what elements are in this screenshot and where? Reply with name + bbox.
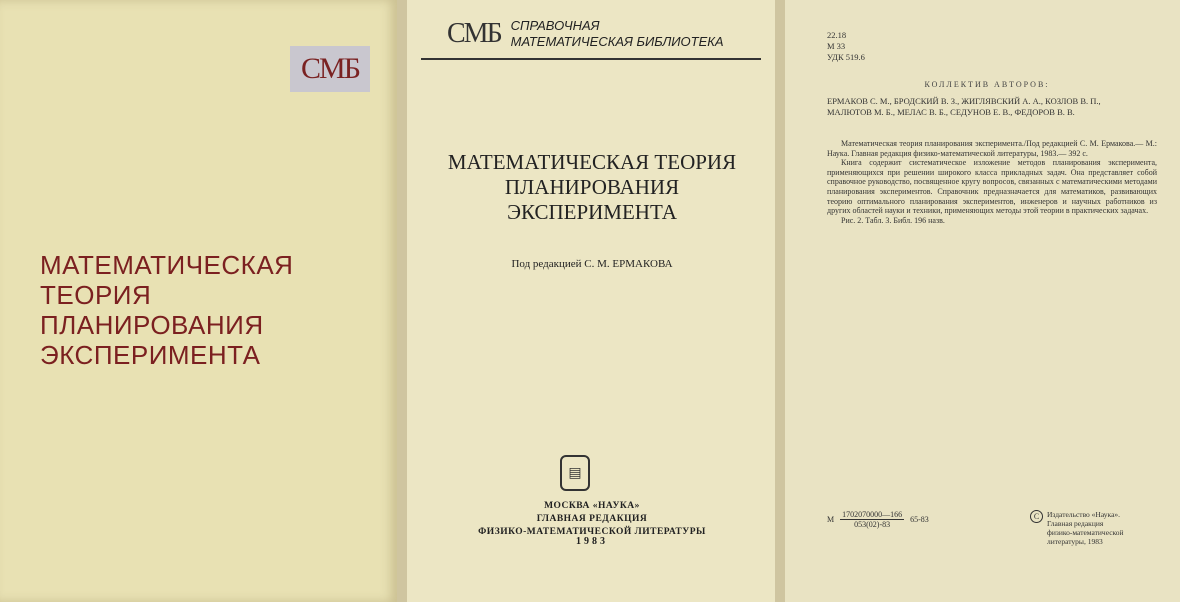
book-title-line: ПЛАНИРОВАНИЯ [504, 175, 680, 199]
catalog-numerator: 1702070000—166 [842, 510, 903, 519]
copyright-icon: C [1030, 510, 1043, 523]
book-title-line: МАТЕМАТИЧЕСКАЯ ТЕОРИЯ [447, 150, 737, 174]
copyright-line: Издательство «Наука». [1047, 510, 1121, 519]
annotation: Книга содержит систематическое изложение методов планирования эксперимента, применяющихся при решении широкого класса прикладных задач. Она представляет собой справочное руководство, посвященное кругу вопросов, связанных с математическими методами планирования экспериментов. Справочник предназначается для математиков, развивающих теорию оптимального планирования экспериментов, инженеров и научных работников из других областей науки и техники, применяющих методы этой теории в практических задачах. [827, 158, 1157, 216]
catalog-fraction [840, 510, 904, 529]
figures-count: Рис. 2. Табл. 3. Библ. 196 назв. [841, 215, 945, 225]
abstract [827, 139, 1157, 225]
imprint-line: ФИЗИКО-МАТЕМАТИЧЕСКОЙ ЛИТЕРАТУРЫ [478, 527, 706, 537]
catalog-index [827, 510, 929, 529]
imprint [427, 500, 757, 539]
catalog-suffix: 65-83 [910, 515, 929, 524]
copyright-text [1047, 510, 1124, 546]
series-line: СПРАВОЧНАЯ [510, 18, 600, 33]
series-line: МАТЕМАТИЧЕСКАЯ БИБЛИОТЕКА [510, 34, 724, 49]
title-page [407, 0, 775, 602]
editor-line: Под редакцией С. М. ЕРМАКОВА [511, 258, 673, 270]
authors-list [827, 96, 1157, 118]
classification-codes [827, 30, 865, 63]
copyright-line: физико-математической [1047, 528, 1124, 537]
imprint-line: МОСКВА «НАУКА» [544, 501, 640, 511]
catalog-prefix: М [827, 515, 835, 524]
series-logo-text: СМБ [301, 52, 359, 85]
code-line: М 33 [827, 41, 846, 51]
copyright-line: Главная редакция [1047, 519, 1104, 528]
series-logo-sticker [290, 46, 370, 92]
cover-title-line: МАТЕМАТИЧЕСКАЯ [40, 250, 294, 280]
authors-heading: КОЛЛЕКТИВ АВТОРОВ: [924, 80, 1050, 89]
cover-title-line: ПЛАНИРОВАНИЯ [40, 310, 264, 340]
book-cover [0, 0, 397, 602]
cover-title-line: ТЕОРИЯ [40, 280, 152, 310]
series-logo: СМБ [447, 18, 501, 49]
authors-line: ЕРМАКОВ С. М., БРОДСКИЙ В. З., ЖИГЛЯВСКИЙ А. А., КОЗЛОВ В. П., [827, 96, 1101, 106]
copyright-notice [1030, 510, 1160, 546]
book-title-line: ЭКСПЕРИМЕНТА [507, 200, 677, 224]
imprint-line: ГЛАВНАЯ РЕДАКЦИЯ [536, 514, 648, 524]
book-title [427, 150, 757, 225]
authors-line: МАЛЮТОВ М. Б., МЕЛАС В. Б., СЕДУНОВ Е. В., ФЕДОРОВ В. В. [827, 107, 1075, 117]
cover-title [40, 250, 370, 370]
bibliographic-entry: Математическая теория планирования эксперимента./Под редакцией С. М. Ермакова.— М.: Наука. Главная редакция физико-математической литературы, 1983.— 392 с. [827, 139, 1157, 158]
cover-title-line: ЭКСПЕРИМЕНТА [40, 340, 261, 370]
copyright-line: литературы, 1983 [1047, 537, 1103, 546]
series-name [511, 18, 724, 50]
series-header [447, 18, 724, 50]
publisher-logo-icon: ▤ [560, 455, 590, 491]
header-rule [421, 58, 761, 60]
catalog-denominator: 053(02)-83 [854, 520, 891, 529]
publication-year: 1983 [576, 536, 608, 547]
colophon-page [785, 0, 1180, 602]
code-line: 22.18 [827, 30, 847, 40]
code-line: УДК 519.6 [827, 52, 865, 62]
